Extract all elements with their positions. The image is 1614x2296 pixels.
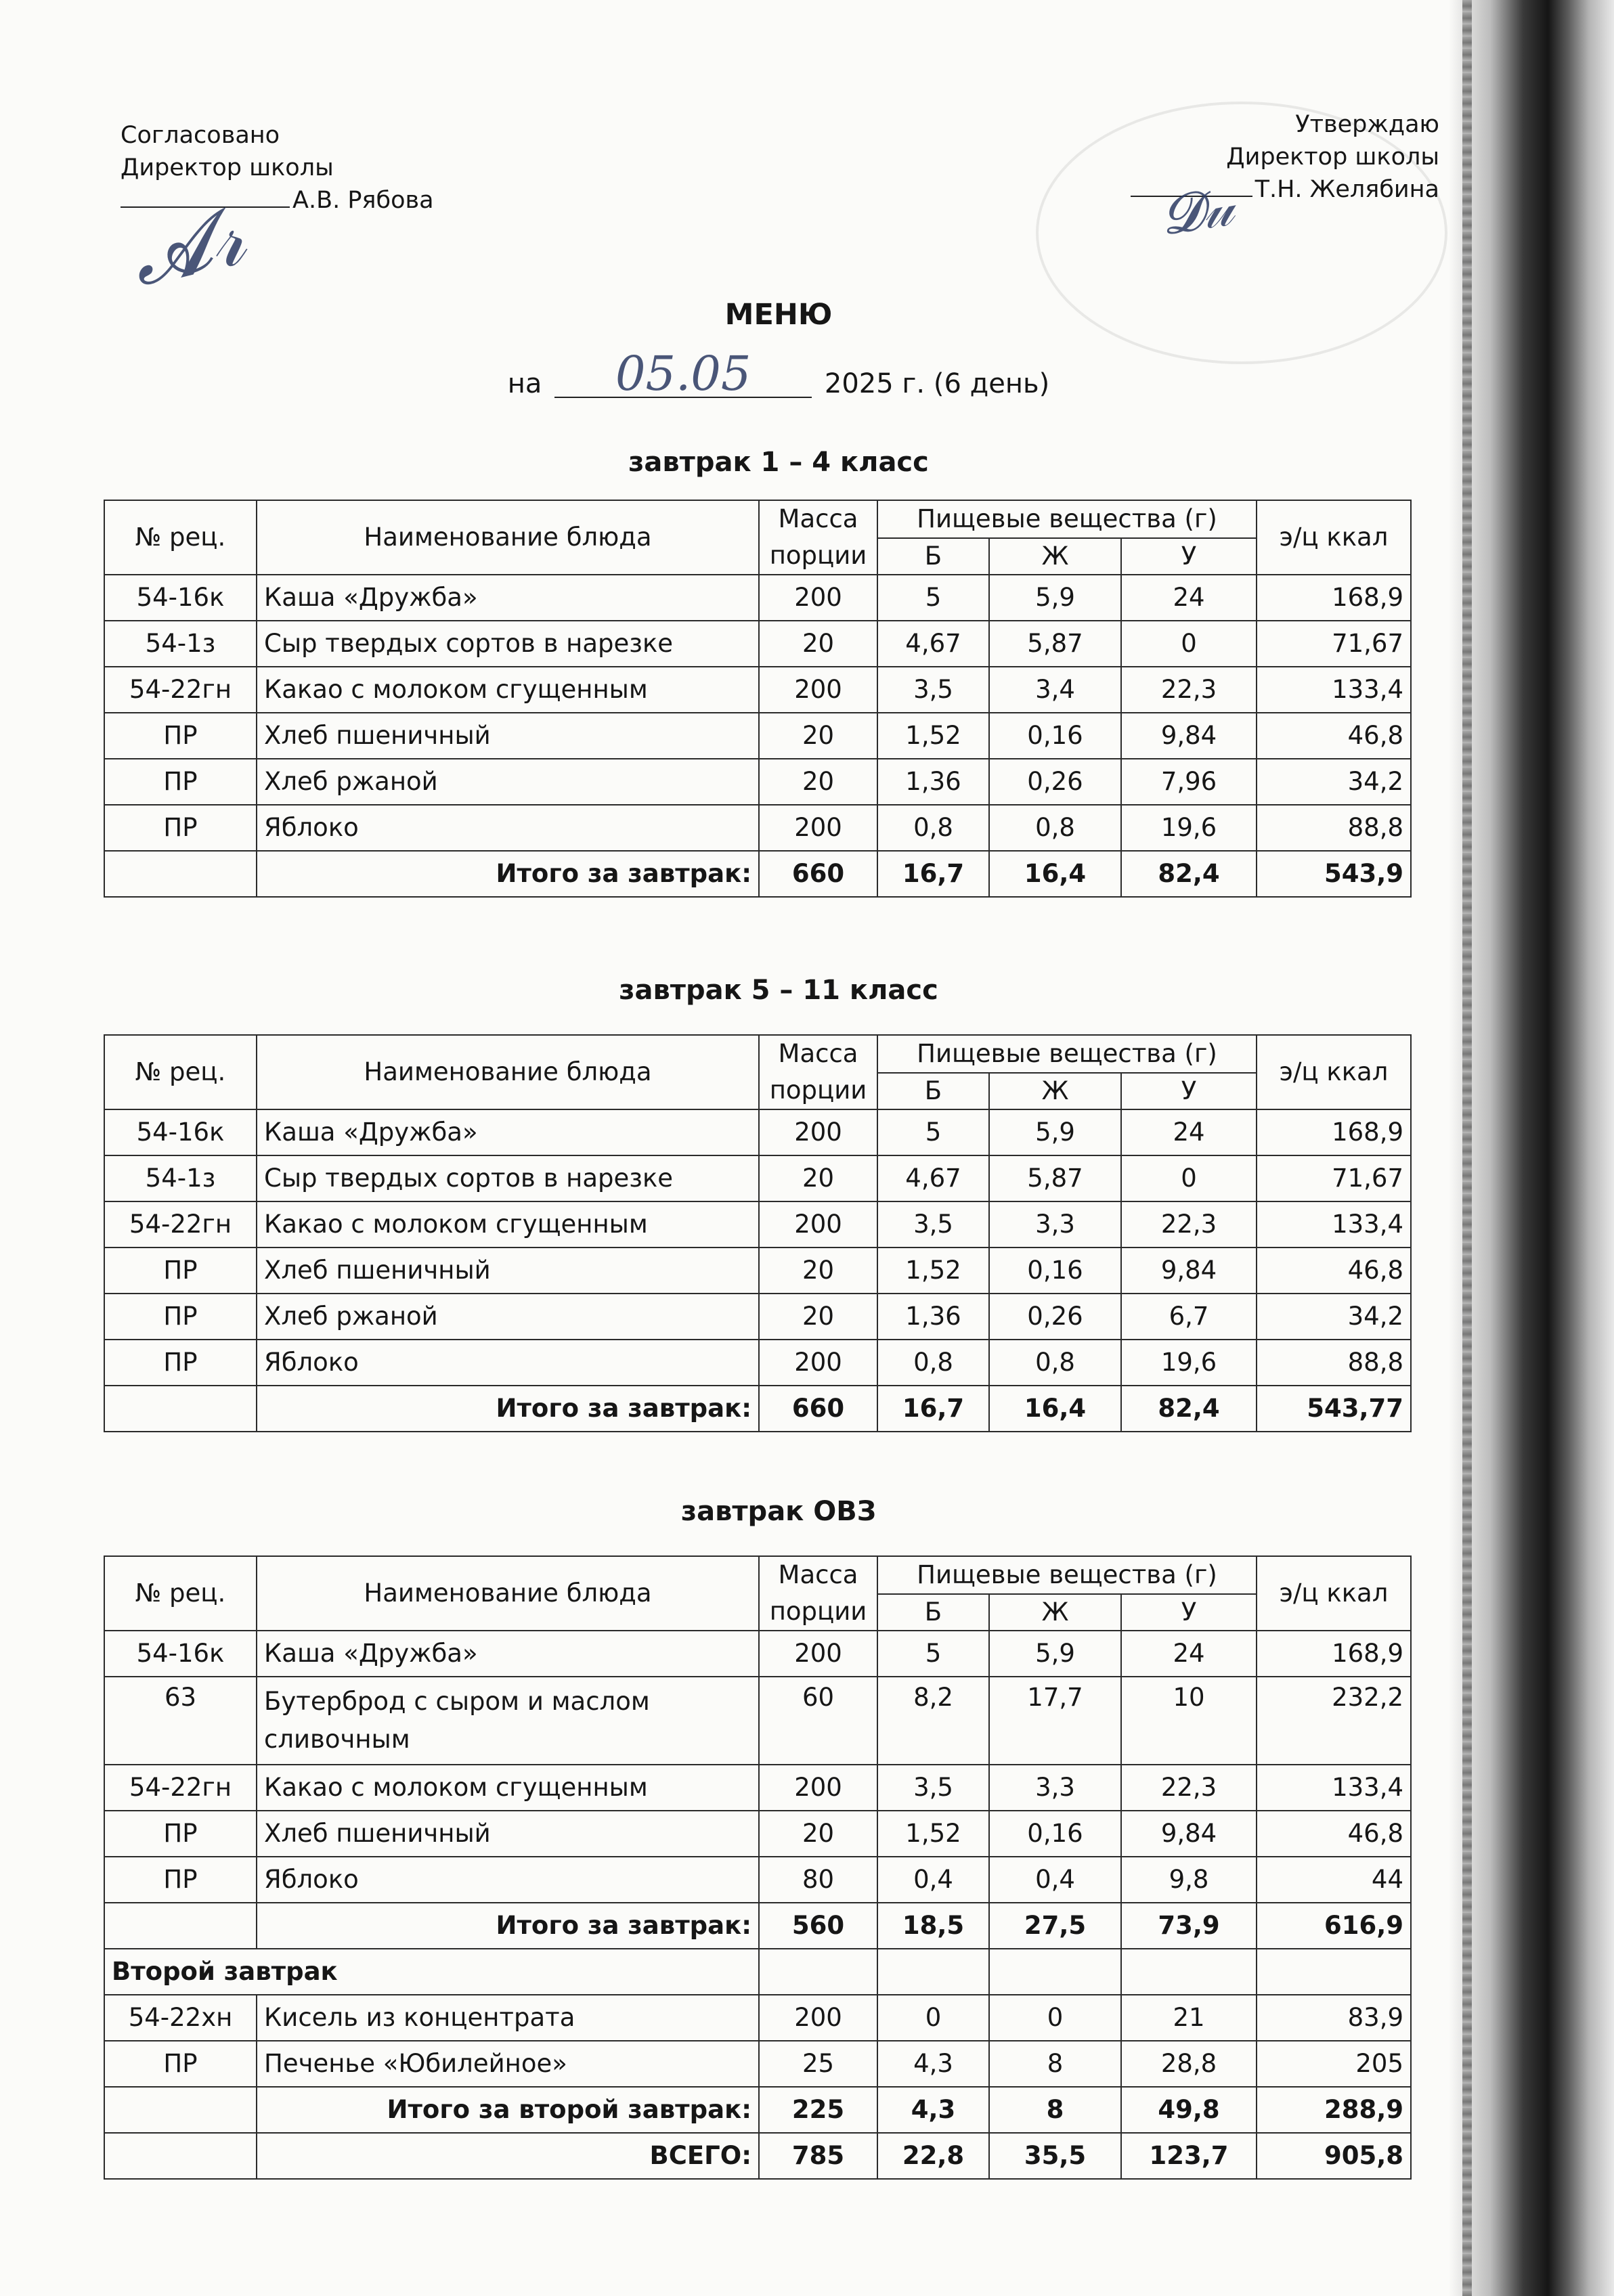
cell-fat: 3,4	[989, 667, 1121, 713]
approval-block-left	[121, 119, 434, 217]
cell-kcal: 88,8	[1257, 805, 1411, 851]
cell-rec: 54-16к	[104, 1109, 257, 1155]
cell-empty	[877, 1949, 989, 1995]
cell-kcal: 168,9	[1257, 1631, 1411, 1677]
cell-carbs: 9,84	[1121, 1811, 1257, 1857]
cell-protein: 0,4	[877, 1857, 989, 1903]
cell-fat: 0,26	[989, 1294, 1121, 1340]
table-row	[104, 1811, 1411, 1857]
column-header-protein: Б	[877, 1594, 989, 1631]
cell-empty	[104, 2133, 257, 2179]
cell-name: Хлеб пшеничный	[257, 713, 759, 759]
column-header-name: Наименование блюда	[257, 1035, 759, 1109]
cell-kcal: 168,9	[1257, 575, 1411, 621]
cell-mass: 20	[759, 759, 877, 805]
second-total-kcal: 288,9	[1257, 2087, 1411, 2133]
cell-protein: 1,36	[877, 759, 989, 805]
column-header-kcal: э/ц ккал	[1257, 500, 1411, 575]
column-header-nutrients: Пищевые вещества (г)	[877, 1556, 1257, 1594]
cell-fat: 5,9	[989, 1109, 1121, 1155]
cell-protein: 0,8	[877, 1340, 989, 1386]
cell-fat: 5,9	[989, 575, 1121, 621]
cell-carbs: 28,8	[1121, 2041, 1257, 2087]
cell-protein: 4,67	[877, 1155, 989, 1201]
cell-carbs: 10	[1121, 1677, 1257, 1765]
cell-protein: 4,3	[877, 2041, 989, 2087]
cell-protein: 3,5	[877, 667, 989, 713]
column-header-carbs: У	[1121, 1073, 1257, 1109]
cell-fat: 0,4	[989, 1857, 1121, 1903]
total-label: Итого за завтрак:	[257, 1386, 759, 1432]
cell-rec: ПР	[104, 1811, 257, 1857]
grand-total-carbs: 123,7	[1121, 2133, 1257, 2179]
table-row	[104, 1677, 1411, 1765]
table-row	[104, 2041, 1411, 2087]
cell-kcal: 46,8	[1257, 713, 1411, 759]
second-total-label: Итого за второй завтрак:	[257, 2087, 759, 2133]
column-header-name: Наименование блюда	[257, 1556, 759, 1631]
column-header-fat: Ж	[989, 538, 1121, 575]
cell-mass: 200	[759, 805, 877, 851]
grand-total-protein: 22,8	[877, 2133, 989, 2179]
total-fat: 16,4	[989, 1386, 1121, 1432]
table-row	[104, 1631, 1411, 1677]
cell-fat: 17,7	[989, 1677, 1121, 1765]
cell-mass: 20	[759, 1248, 877, 1294]
table-row	[104, 1201, 1411, 1248]
cell-carbs: 7,96	[1121, 759, 1257, 805]
cell-empty	[1121, 1949, 1257, 1995]
cell-carbs: 22,3	[1121, 667, 1257, 713]
cell-fat: 0,26	[989, 759, 1121, 805]
cell-name: Какао с молоком сгущенным	[257, 1765, 759, 1811]
total-protein: 16,7	[877, 851, 989, 897]
cell-kcal: 44	[1257, 1857, 1411, 1903]
cell-carbs: 6,7	[1121, 1294, 1257, 1340]
total-carbs: 82,4	[1121, 851, 1257, 897]
second-breakfast-header-row	[104, 1949, 1411, 1995]
cell-mass: 200	[759, 1201, 877, 1248]
cell-name: Какао с молоком сгущенным	[257, 667, 759, 713]
cell-rec: 54-22гн	[104, 1201, 257, 1248]
cell-name: Хлеб ржаной	[257, 1294, 759, 1340]
cell-name: Какао с молоком сгущенным	[257, 1201, 759, 1248]
cell-kcal: 232,2	[1257, 1677, 1411, 1765]
table-row	[104, 1155, 1411, 1201]
cell-rec: ПР	[104, 759, 257, 805]
approval-right-line1: Утверждаю	[1295, 111, 1439, 138]
cell-rec: 54-16к	[104, 1631, 257, 1677]
cell-empty	[104, 1903, 257, 1949]
cell-fat: 5,87	[989, 621, 1121, 667]
cell-kcal: 133,4	[1257, 667, 1411, 713]
cell-fat: 0,8	[989, 805, 1121, 851]
cell-rec: ПР	[104, 805, 257, 851]
column-header-fat: Ж	[989, 1073, 1121, 1109]
total-protein: 18,5	[877, 1903, 989, 1949]
cell-kcal: 71,67	[1257, 1155, 1411, 1201]
cell-carbs: 22,3	[1121, 1765, 1257, 1811]
column-header-kcal: э/ц ккал	[1257, 1556, 1411, 1631]
cell-protein: 1,52	[877, 713, 989, 759]
table-row	[104, 575, 1411, 621]
cell-carbs: 0	[1121, 1155, 1257, 1201]
cell-name: Печенье «Юбилейное»	[257, 2041, 759, 2087]
cell-fat: 5,9	[989, 1631, 1121, 1677]
cell-kcal: 83,9	[1257, 1995, 1411, 2041]
cell-mass: 200	[759, 667, 877, 713]
cell-mass: 20	[759, 1811, 877, 1857]
total-mass: 660	[759, 1386, 877, 1432]
cell-fat: 0,16	[989, 1811, 1121, 1857]
total-carbs: 82,4	[1121, 1386, 1257, 1432]
cell-mass: 20	[759, 621, 877, 667]
column-header-carbs: У	[1121, 538, 1257, 575]
cell-rec: 54-1з	[104, 1155, 257, 1201]
cell-mass: 200	[759, 575, 877, 621]
cell-empty	[1257, 1949, 1411, 1995]
approval-left-line2: Директор школы	[121, 154, 334, 181]
grand-total-fat: 35,5	[989, 2133, 1121, 2179]
cell-rec: 63	[104, 1677, 257, 1765]
cell-protein: 5	[877, 575, 989, 621]
second-total-fat: 8	[989, 2087, 1121, 2133]
grand-total-row	[104, 2133, 1411, 2179]
cell-kcal: 71,67	[1257, 621, 1411, 667]
cell-fat: 0,16	[989, 1248, 1121, 1294]
approval-right-line2: Директор школы	[1226, 144, 1439, 171]
cell-mass: 60	[759, 1677, 877, 1765]
cell-protein: 3,5	[877, 1201, 989, 1248]
cell-kcal: 88,8	[1257, 1340, 1411, 1386]
cell-kcal: 133,4	[1257, 1201, 1411, 1248]
cell-protein: 1,52	[877, 1811, 989, 1857]
cell-fat: 3,3	[989, 1201, 1121, 1248]
column-header-nutrients: Пищевые вещества (г)	[877, 1035, 1257, 1073]
cell-kcal: 205	[1257, 2041, 1411, 2087]
menu-table-breakfast-ovz	[104, 1555, 1412, 2180]
total-kcal: 543,77	[1257, 1386, 1411, 1432]
cell-protein: 0	[877, 1995, 989, 2041]
total-kcal: 616,9	[1257, 1903, 1411, 1949]
second-total-carbs: 49,8	[1121, 2087, 1257, 2133]
column-header-protein: Б	[877, 538, 989, 575]
table-row	[104, 1765, 1411, 1811]
cell-name: Кисель из концентрата	[257, 1995, 759, 2041]
cell-carbs: 24	[1121, 575, 1257, 621]
approval-left-name: А.В. Рябова	[292, 187, 434, 214]
cell-mass: 200	[759, 1109, 877, 1155]
cell-name: Сыр твердых сортов в нарезке	[257, 1155, 759, 1201]
column-header-mass: Масса порции	[759, 500, 877, 575]
grand-total-mass: 785	[759, 2133, 877, 2179]
cell-name: Хлеб пшеничный	[257, 1811, 759, 1857]
cell-name: Хлеб пшеничный	[257, 1248, 759, 1294]
cell-kcal: 46,8	[1257, 1248, 1411, 1294]
cell-rec: ПР	[104, 2041, 257, 2087]
cell-name: Хлеб ржаной	[257, 759, 759, 805]
total-fat: 27,5	[989, 1903, 1121, 1949]
cell-name: Каша «Дружба»	[257, 1109, 759, 1155]
date-handwritten: 05.05	[615, 346, 751, 401]
cell-empty	[989, 1949, 1121, 1995]
cell-protein: 4,67	[877, 621, 989, 667]
scan-shadow-streak	[1462, 0, 1472, 2296]
date-prefix: на	[507, 368, 542, 399]
table-row	[104, 1857, 1411, 1903]
cell-name: Каша «Дружба»	[257, 575, 759, 621]
cell-fat: 5,87	[989, 1155, 1121, 1201]
column-header-fat: Ж	[989, 1594, 1121, 1631]
second-total-row	[104, 2087, 1411, 2133]
total-fat: 16,4	[989, 851, 1121, 897]
cell-rec: ПР	[104, 1248, 257, 1294]
total-mass: 560	[759, 1903, 877, 1949]
column-header-rec: № рец.	[104, 500, 257, 575]
cell-mass: 20	[759, 1294, 877, 1340]
table-header-row	[104, 1035, 1411, 1073]
cell-rec: ПР	[104, 1857, 257, 1903]
cell-mass: 25	[759, 2041, 877, 2087]
menu-table-breakfast-1-4	[104, 500, 1412, 898]
cell-protein: 3,5	[877, 1765, 989, 1811]
column-header-name: Наименование блюда	[257, 500, 759, 575]
scan-shadow	[1449, 0, 1614, 2296]
cell-mass: 200	[759, 1631, 877, 1677]
table-row	[104, 1995, 1411, 2041]
column-header-protein: Б	[877, 1073, 989, 1109]
table-header-row	[104, 1556, 1411, 1594]
cell-carbs: 19,6	[1121, 805, 1257, 851]
cell-kcal: 34,2	[1257, 759, 1411, 805]
table-row	[104, 667, 1411, 713]
table-row	[104, 1248, 1411, 1294]
cell-rec: ПР	[104, 1294, 257, 1340]
table-row	[104, 759, 1411, 805]
cell-mass: 200	[759, 1765, 877, 1811]
cell-protein: 1,52	[877, 1248, 989, 1294]
column-header-mass: Масса порции	[759, 1035, 877, 1109]
cell-carbs: 21	[1121, 1995, 1257, 2041]
cell-mass: 80	[759, 1857, 877, 1903]
cell-carbs: 9,8	[1121, 1857, 1257, 1903]
cell-protein: 5	[877, 1631, 989, 1677]
cell-name: Бутерброд с сыром и маслом сливочным	[257, 1677, 759, 1765]
cell-mass: 200	[759, 1340, 877, 1386]
cell-protein: 8,2	[877, 1677, 989, 1765]
total-carbs: 73,9	[1121, 1903, 1257, 1949]
column-header-carbs: У	[1121, 1594, 1257, 1631]
cell-empty	[104, 851, 257, 897]
total-row	[104, 851, 1411, 897]
column-header-rec: № рец.	[104, 1035, 257, 1109]
cell-carbs: 24	[1121, 1109, 1257, 1155]
date-suffix: 2025 г. (6 день)	[824, 368, 1050, 399]
cell-carbs: 9,84	[1121, 1248, 1257, 1294]
cell-kcal: 168,9	[1257, 1109, 1411, 1155]
cell-carbs: 9,84	[1121, 713, 1257, 759]
cell-fat: 3,3	[989, 1765, 1121, 1811]
table-row	[104, 1109, 1411, 1155]
cell-fat: 0	[989, 1995, 1121, 2041]
second-total-mass: 225	[759, 2087, 877, 2133]
cell-protein: 1,36	[877, 1294, 989, 1340]
column-header-rec: № рец.	[104, 1556, 257, 1631]
section-title-breakfast-ovz: завтрак ОВЗ	[680, 1496, 877, 1527]
section-title-breakfast-5-11: завтрак 5 – 11 класс	[619, 975, 938, 1006]
cell-fat: 8	[989, 2041, 1121, 2087]
column-header-mass: Масса порции	[759, 1556, 877, 1631]
cell-rec: 54-1з	[104, 621, 257, 667]
cell-name: Сыр твердых сортов в нарезке	[257, 621, 759, 667]
cell-name: Яблоко	[257, 1340, 759, 1386]
cell-empty	[104, 2087, 257, 2133]
cell-kcal: 46,8	[1257, 1811, 1411, 1857]
cell-kcal: 34,2	[1257, 1294, 1411, 1340]
grand-total-kcal: 905,8	[1257, 2133, 1411, 2179]
cell-rec: 54-22гн	[104, 667, 257, 713]
handwritten-signature-left: 𝓐𝓇	[123, 189, 253, 305]
cell-name: Яблоко	[257, 1857, 759, 1903]
total-row	[104, 1386, 1411, 1432]
table-row	[104, 1340, 1411, 1386]
cell-carbs: 0	[1121, 621, 1257, 667]
cell-protein: 0,8	[877, 805, 989, 851]
cell-rec: 54-22хн	[104, 1995, 257, 2041]
total-label: Итого за завтрак:	[257, 851, 759, 897]
cell-name: Яблоко	[257, 805, 759, 851]
cell-mass: 20	[759, 1155, 877, 1201]
cell-mass: 200	[759, 1995, 877, 2041]
cell-mass: 20	[759, 713, 877, 759]
cell-fat: 0,8	[989, 1340, 1121, 1386]
cell-rec: 54-22гн	[104, 1765, 257, 1811]
grand-total-label: ВСЕГО:	[257, 2133, 759, 2179]
cell-carbs: 19,6	[1121, 1340, 1257, 1386]
approval-right-name: Т.Н. Желябина	[1255, 176, 1439, 203]
total-protein: 16,7	[877, 1386, 989, 1432]
approval-left-line1: Согласовано	[121, 122, 280, 149]
table-row	[104, 621, 1411, 667]
cell-rec: ПР	[104, 713, 257, 759]
table-row	[104, 805, 1411, 851]
cell-rec: ПР	[104, 1340, 257, 1386]
menu-table-breakfast-5-11	[104, 1034, 1412, 1432]
cell-protein: 5	[877, 1109, 989, 1155]
cell-carbs: 24	[1121, 1631, 1257, 1677]
cell-carbs: 22,3	[1121, 1201, 1257, 1248]
document-title: МЕНЮ	[724, 298, 833, 332]
second-total-protein: 4,3	[877, 2087, 989, 2133]
cell-empty	[759, 1949, 877, 1995]
cell-empty	[104, 1386, 257, 1432]
cell-kcal: 133,4	[1257, 1765, 1411, 1811]
total-row	[104, 1903, 1411, 1949]
cell-fat: 0,16	[989, 713, 1121, 759]
second-breakfast-title: Второй завтрак	[104, 1949, 759, 1995]
column-header-kcal: э/ц ккал	[1257, 1035, 1411, 1109]
cell-name: Каша «Дружба»	[257, 1631, 759, 1677]
total-mass: 660	[759, 851, 877, 897]
table-row	[104, 1294, 1411, 1340]
table-row	[104, 713, 1411, 759]
date-field	[554, 346, 812, 401]
cell-rec: 54-16к	[104, 575, 257, 621]
section-title-breakfast-1-4: завтрак 1 – 4 класс	[628, 447, 929, 478]
total-kcal: 543,9	[1257, 851, 1411, 897]
handwritten-signature-right: 𝓓𝓊	[1156, 175, 1238, 247]
table-header-row	[104, 500, 1411, 538]
column-header-nutrients: Пищевые вещества (г)	[877, 500, 1257, 538]
date-line	[0, 346, 1557, 401]
total-label: Итого за завтрак:	[257, 1903, 759, 1949]
